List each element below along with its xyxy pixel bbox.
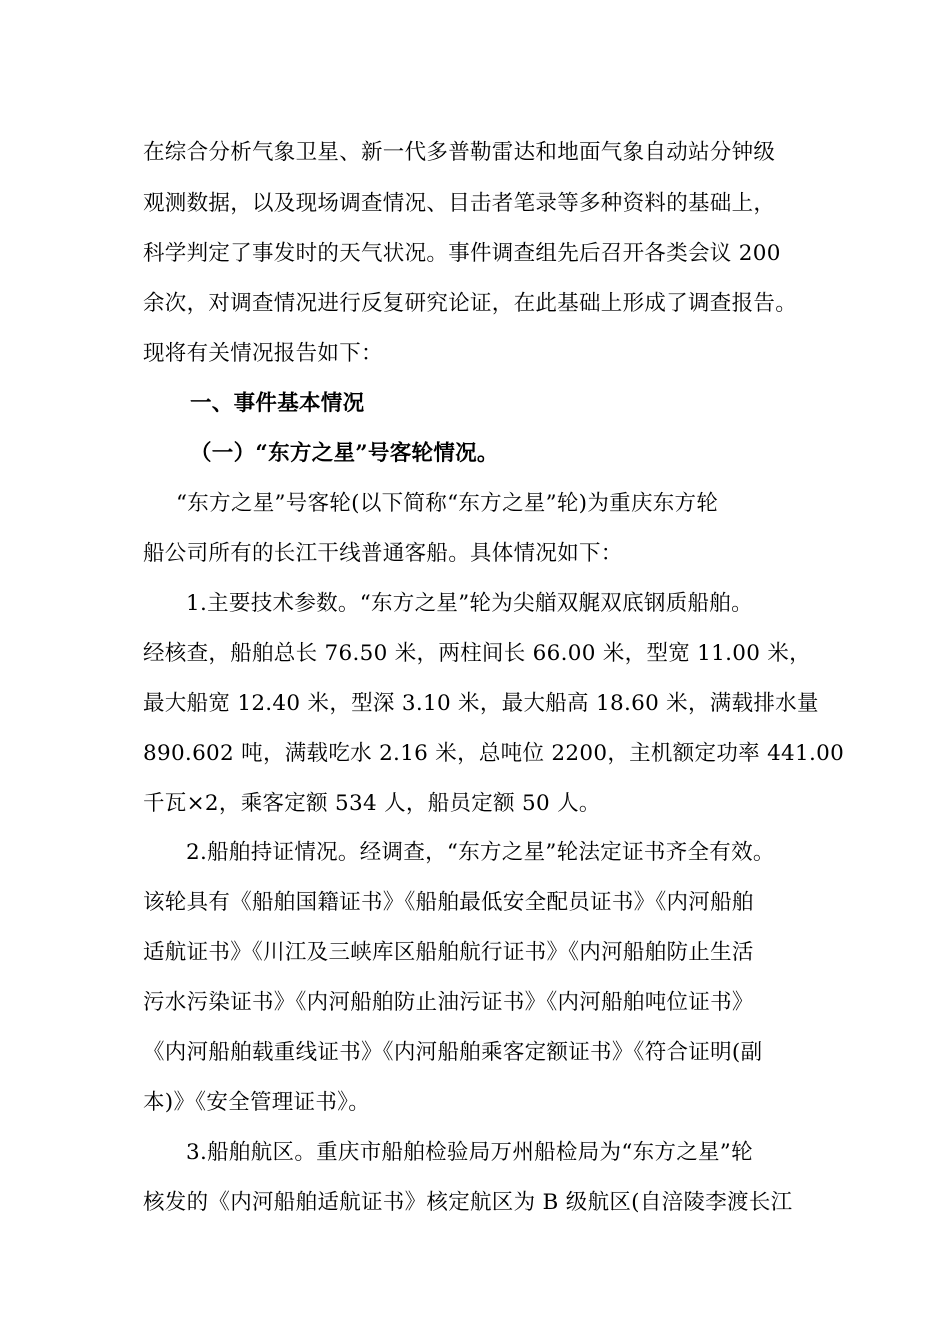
paragraph-line: 2.船舶持证情况。经调查，“东方之星”轮法定证书齐全有效。 [186, 840, 775, 865]
paragraph-line: 核发的《内河船舶适航证书》核定航区为 B 级航区(自涪陵李渡长江 [143, 1190, 793, 1215]
paragraph-line: 本)》《安全管理证书》。 [143, 1090, 370, 1115]
paragraph-line: 该轮具有《船舶国籍证书》《船舶最低安全配员证书》《内河船舶 [143, 890, 754, 915]
paragraph-line: 余次，对调查情况进行反复研究论证，在此基础上形成了调查报告。 [143, 291, 798, 316]
paragraph-line: 经核查，船舶总长 76.50 米，两柱间长 66.00 米，型宽 11.00 米， [143, 641, 811, 666]
paragraph-line: 科学判定了事发时的天气状况。事件调查组先后召开各类会议 200 [143, 241, 781, 266]
paragraph-line: 《内河船舶载重线证书》《内河船舶乘客定额证书》《符合证明(副 [143, 1040, 763, 1065]
paragraph-line: 污水污染证书》《内河船舶防止油污证书》《内河船舶吨位证书》 [143, 990, 754, 1015]
paragraph-line: 最大船宽 12.40 米，型深 3.10 米，最大船高 18.60 米，满载排水量 [143, 691, 819, 716]
paragraph-line: 1.主要技术参数。“东方之星”轮为尖艏双艉双底钢质船舶。 [186, 591, 753, 616]
subsection-heading: （一）“东方之星”号客轮情况。 [190, 441, 499, 466]
paragraph-line: “东方之星”号客轮(以下简称“东方之星”轮)为重庆东方轮 [176, 491, 719, 516]
paragraph-line: 3.船舶航区。重庆市船舶检验局万州船检局为“东方之星”轮 [186, 1140, 753, 1165]
paragraph-line: 现将有关情况报告如下： [143, 341, 383, 366]
paragraph-line: 船公司所有的长江干线普通客船。具体情况如下： [143, 541, 623, 566]
paragraph-line: 890.602 吨，满载吃水 2.16 米，总吨位 2200，主机额定功率 441.00 [143, 741, 845, 766]
section-heading: 一、事件基本情况 [190, 391, 365, 416]
paragraph-line: 观测数据，以及现场调查情况、目击者笔录等多种资料的基础上， [143, 191, 776, 216]
paragraph-line: 适航证书》《川江及三峡库区船舶航行证书》《内河船舶防止生活 [143, 940, 754, 965]
paragraph-line: 在综合分析气象卫星、新一代多普勒雷达和地面气象自动站分钟级 [143, 140, 776, 165]
paragraph-line: 千瓦×2，乘客定额 534 人，船员定额 50 人。 [143, 791, 601, 816]
